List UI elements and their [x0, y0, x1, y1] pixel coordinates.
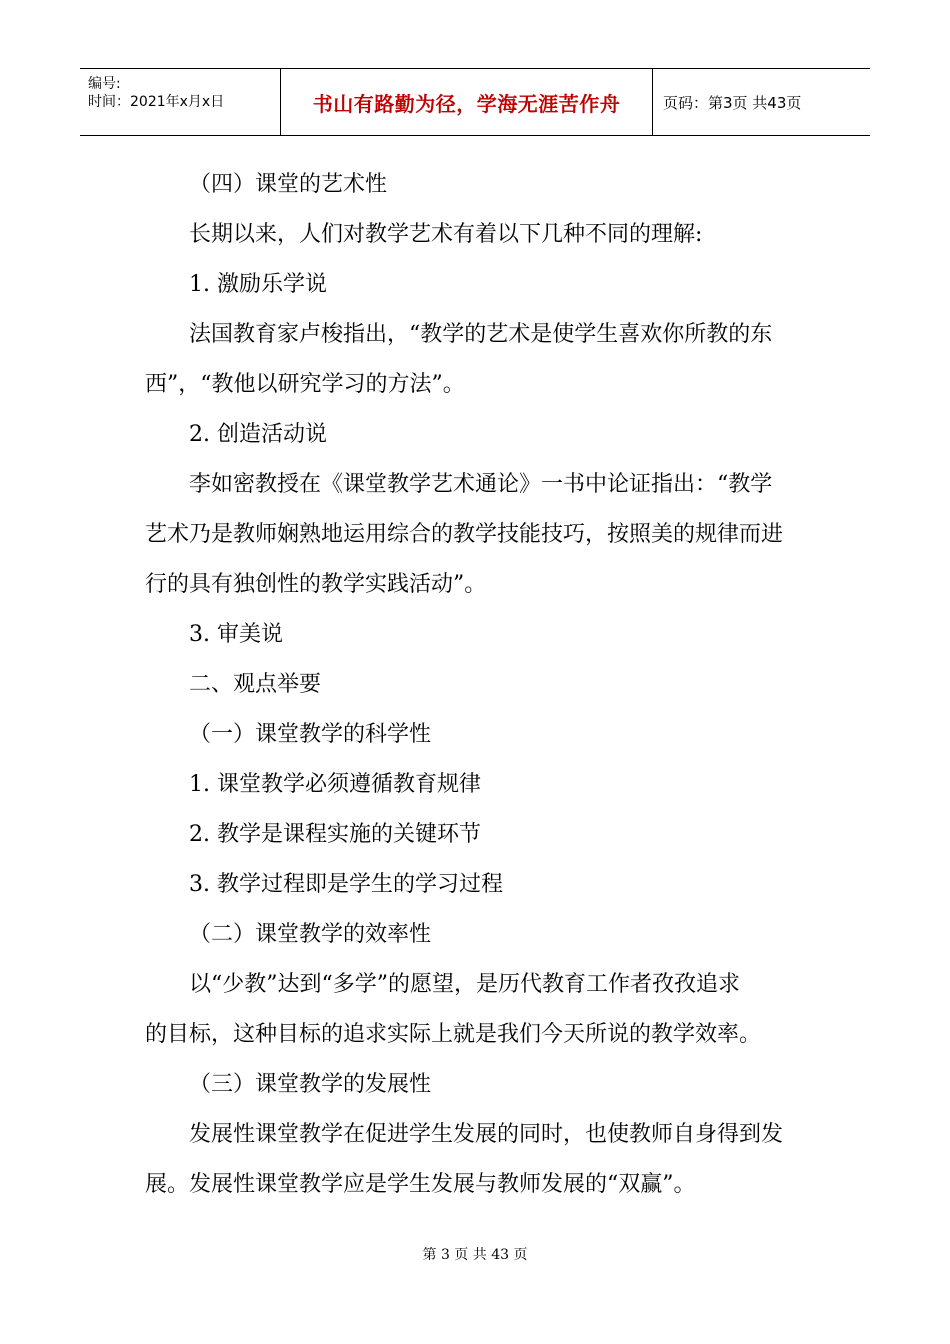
paragraph-line: （二）课堂教学的效率性 [189, 922, 432, 947]
page-header [80, 68, 870, 136]
paragraph-line: （四）课堂的艺术性 [189, 172, 388, 197]
paragraph-line: 以“少教”达到“多学”的愿望，是历代教育工作者孜孜追求 [189, 972, 740, 997]
header-motto-cell [281, 69, 653, 135]
paragraph-line: 3. 审美说 [189, 622, 283, 647]
header-meta-cell [80, 69, 281, 135]
paragraph-line: 李如密教授在《课堂教学艺术通论》一书中论证指出：“教学 [189, 472, 773, 497]
paragraph-line: 长期以来，人们对教学艺术有着以下几种不同的理解: [189, 222, 703, 247]
doc-time-label: 时间：2021年x月x日 [88, 94, 225, 110]
paragraph-line: 的目标，这种目标的追求实际上就是我们今天所说的教学效率。 [145, 1022, 762, 1047]
document-body [145, 160, 810, 1210]
paragraph-line: 3. 教学过程即是学生的学习过程 [189, 872, 503, 897]
paragraph-line: 法国教育家卢梭指出，“教学的艺术是使学生喜欢你所教的东 [189, 322, 773, 347]
paragraph-line: 2. 教学是课程实施的关键环节 [189, 822, 481, 847]
paragraph-line: 行的具有独创性的教学实践活动”。 [145, 572, 487, 597]
doc-number-label: 编号: [88, 76, 121, 92]
paragraph-line: （三）课堂教学的发展性 [189, 1072, 432, 1097]
paragraph-line: 二、观点举要 [189, 672, 322, 697]
paragraph-line: 西”，“教他以研究学习的方法”。 [145, 372, 465, 397]
paragraph-line: 2. 创造活动说 [189, 422, 327, 447]
paragraph-line: 1. 激励乐学说 [189, 272, 327, 297]
header-page-info: 页码：第3页 共43页 [663, 93, 802, 112]
paragraph-line: 1. 课堂教学必须遵循教育规律 [189, 772, 481, 797]
header-motto: 书山有路勤为径，学海无涯苦作舟 [312, 91, 621, 116]
paragraph-line: 展。发展性课堂教学应是学生发展与教师发展的“双赢”。 [145, 1172, 696, 1197]
paragraph-line: （一）课堂教学的科学性 [189, 722, 432, 747]
paragraph-line: 发展性课堂教学在促进学生发展的同时，也使教师自身得到发 [189, 1122, 784, 1147]
paragraph-line: 艺术乃是教师娴熟地运用综合的教学技能技巧，按照美的规律而进 [145, 522, 784, 547]
header-page-cell [653, 69, 870, 135]
page-footer: 第 3 页 共 43 页 [422, 1247, 528, 1263]
